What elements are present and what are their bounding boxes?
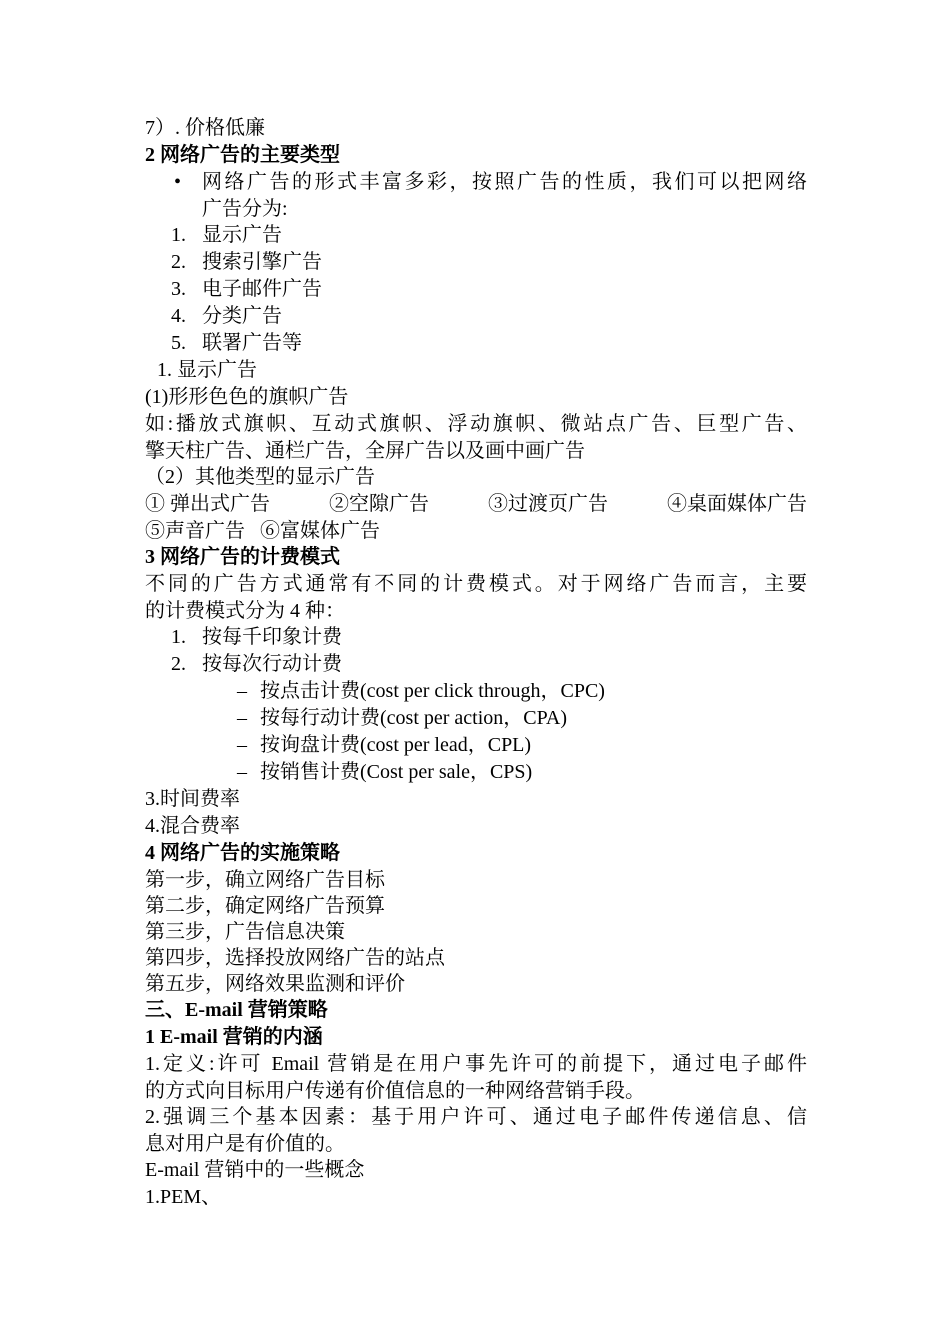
ad-type: ① 弹出式广告	[145, 493, 270, 515]
text-line: 4.混合费率	[145, 815, 240, 837]
list-text: 显示广告	[202, 224, 282, 246]
text-line: 擎天柱广告、通栏广告，全屏广告以及画中画广告	[145, 440, 585, 462]
dash-mark: –	[237, 680, 247, 702]
list-text: 按每千印象计费	[202, 626, 342, 648]
list-item	[145, 624, 807, 651]
dash-item	[145, 705, 807, 732]
dash-item	[145, 732, 807, 759]
step-line: 第二步，确定网络广告预算	[145, 895, 385, 917]
list-item	[145, 330, 807, 357]
list-item	[145, 303, 807, 330]
list-text: 按每次行动计费	[202, 653, 342, 675]
list-number: 3.	[171, 278, 186, 300]
list-number: 2.	[171, 251, 186, 273]
list-number: 1.	[171, 224, 186, 246]
step-line: 第四步，选择投放网络广告的站点	[145, 947, 445, 969]
list-number: 1.	[171, 626, 186, 648]
bullet-mark: •	[174, 171, 182, 193]
dash-text: 按点击计费(cost per click through，CPC)	[260, 680, 605, 702]
text-line: 如:播放式旗帜、互动式旗帜、浮动旗帜、微站点广告、巨型广告、	[145, 413, 807, 435]
dash-mark: –	[237, 761, 247, 783]
text-line: (1)形形色色的旗帜广告	[145, 386, 349, 408]
subsection-title: 1. 显示广告	[157, 359, 257, 381]
text-line: 1.定义:许可 Email 营销是在用户事先许可的前提下，通过电子邮件	[145, 1053, 807, 1075]
text-line: E-mail 营销中的一些概念	[145, 1159, 365, 1181]
list-number: 2.	[171, 653, 186, 675]
ad-type: ④桌面媒体广告	[667, 493, 807, 515]
dash-text: 按销售计费(Cost per sale，CPS)	[260, 761, 533, 783]
text-line: 7）. 价格低廉	[145, 117, 265, 139]
list-item	[145, 651, 807, 678]
document-page	[145, 115, 807, 1211]
text-line: 2.强调三个基本因素：基于用户许可、通过电子邮件传递信息、信	[145, 1106, 807, 1128]
list-item	[145, 222, 807, 249]
display-ad-types-row	[145, 491, 807, 518]
step-line: 第一步，确立网络广告目标	[145, 869, 385, 891]
step-line: 第三步，广告信息决策	[145, 921, 345, 943]
list-text: 联署广告等	[202, 332, 302, 354]
list-item	[145, 276, 807, 303]
text-line: 不同的广告方式通常有不同的计费模式。对于网络广告而言，主要	[145, 573, 807, 595]
chapter-heading: 三、E-mail 营销策略	[145, 999, 328, 1021]
ad-type: ②空隙广告	[329, 493, 429, 515]
list-text: 电子邮件广告	[202, 278, 322, 300]
dash-mark: –	[237, 707, 247, 729]
text-line: 1.PEM、	[145, 1186, 222, 1208]
text-line: 3.时间费率	[145, 788, 240, 810]
list-text: 分类广告	[202, 305, 282, 327]
section-heading: 2 网络广告的主要类型	[145, 144, 340, 166]
list-number: 5.	[171, 332, 186, 354]
section-heading: 1 E-mail 营销的内涵	[145, 1026, 323, 1048]
step-line: 第五步，网络效果监测和评价	[145, 973, 405, 995]
bullet-text: 网络广告的形式丰富多彩，按照广告的性质，我们可以把网络	[202, 171, 807, 193]
text-line: 息对用户是有价值的。	[145, 1133, 345, 1155]
list-item	[145, 249, 807, 276]
ad-type: ③过渡页广告	[488, 493, 608, 515]
section-heading: 4 网络广告的实施策略	[145, 842, 340, 864]
dash-item	[145, 759, 807, 786]
dash-item	[145, 678, 807, 705]
dash-text: 按询盘计费(cost per lead，CPL)	[260, 734, 532, 756]
text-line: （2）其他类型的显示广告	[145, 466, 375, 488]
text-line: 的方式向目标用户传递有价值信息的一种网络营销手段。	[145, 1080, 645, 1102]
bullet-item	[145, 169, 807, 196]
dash-text: 按每行动计费(cost per action，CPA)	[260, 707, 568, 729]
bullet-continuation: 广告分为:	[202, 198, 288, 220]
text-line: 的计费模式分为 4 种：	[145, 600, 345, 622]
dash-mark: –	[237, 734, 247, 756]
list-number: 4.	[171, 305, 186, 327]
list-text: 搜索引擎广告	[202, 251, 322, 273]
section-heading: 3 网络广告的计费模式	[145, 546, 340, 568]
display-ad-types-row: ⑤声音广告 ⑥富媒体广告	[145, 520, 380, 542]
